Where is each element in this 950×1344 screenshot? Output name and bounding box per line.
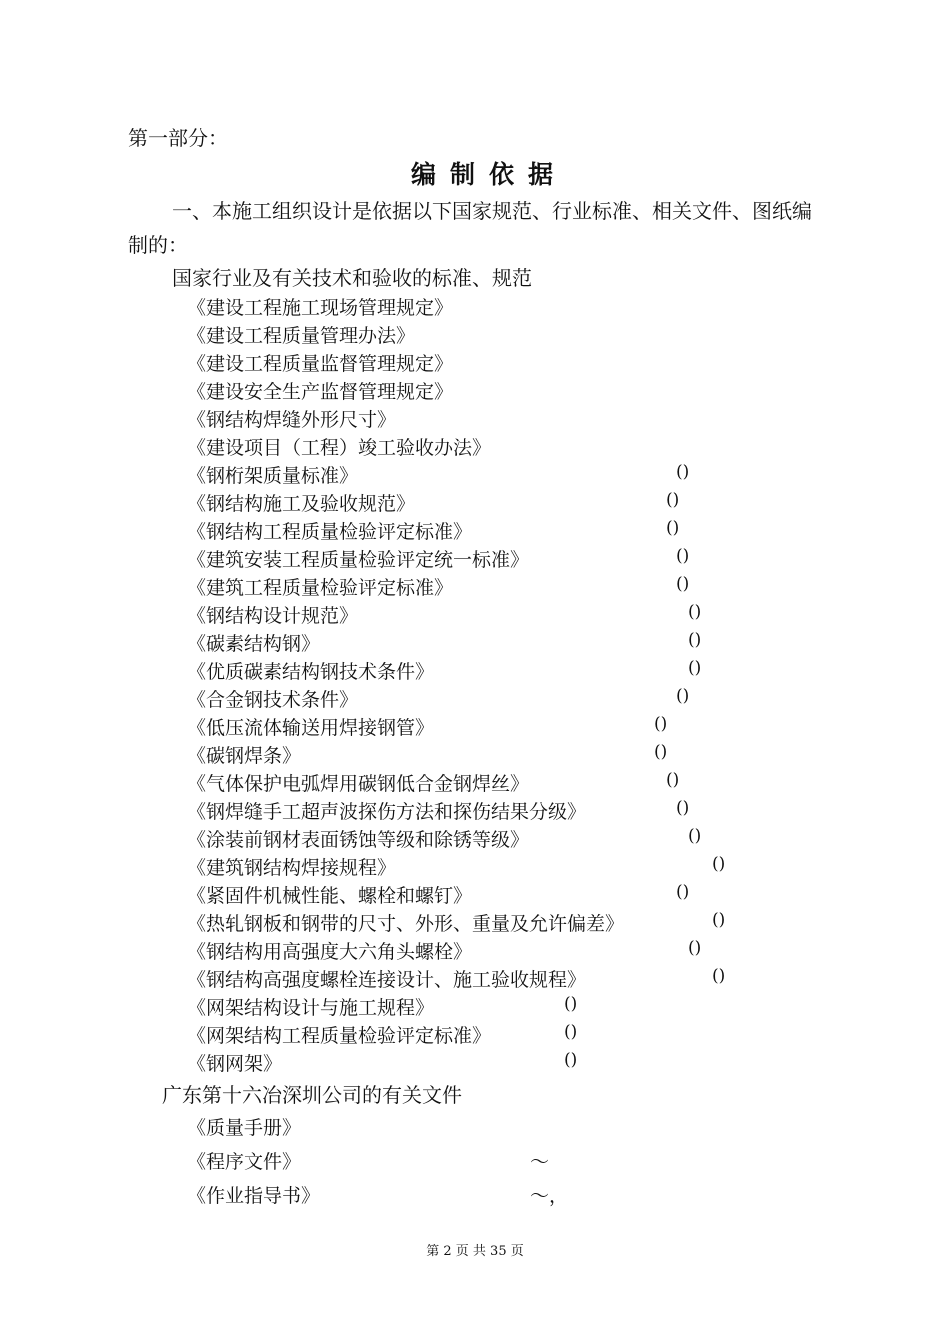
standard-item-code: () <box>676 574 690 594</box>
standard-item-name: 《钢焊缝手工超声波探伤方法和探伤结果分级》 <box>187 801 587 823</box>
intro-line-2: 制的： <box>128 233 188 257</box>
standard-item-name: 《建设项目（工程）竣工验收办法》 <box>187 437 492 459</box>
standard-item-code: () <box>688 826 702 846</box>
standard-item-code: () <box>666 518 680 538</box>
standard-item-name: 《建设工程质量监督管理规定》 <box>187 353 454 375</box>
company-doc-name: 《程序文件》 <box>187 1151 302 1173</box>
standard-item-code: () <box>676 546 690 566</box>
standard-item-name: 《钢结构用高强度大六角头螺栓》 <box>187 941 473 963</box>
company-doc-suffix: ～ <box>530 1151 550 1173</box>
standard-item-code: () <box>688 630 702 650</box>
standard-item-name: 《优质碳素结构钢技术条件》 <box>187 661 435 683</box>
standard-item-name: 《气体保护电弧焊用碳钢低合金钢焊丝》 <box>187 773 530 795</box>
company-doc-suffix: ～， <box>530 1185 569 1207</box>
page-title: 编制依据 <box>410 160 567 189</box>
standard-item-code: () <box>676 882 690 902</box>
standard-item-code: () <box>654 714 668 734</box>
standard-item-name: 《涂装前钢材表面锈蚀等级和除锈等级》 <box>187 829 530 851</box>
standard-item-name: 《钢结构高强度螺栓连接设计、施工验收规程》 <box>187 969 587 991</box>
standard-item-code: () <box>688 602 702 622</box>
standard-item-name: 《紧固件机械性能、螺栓和螺钉》 <box>187 885 473 907</box>
standard-item-name: 《网架结构设计与施工规程》 <box>187 997 435 1019</box>
standard-item-code: () <box>676 686 690 706</box>
standard-item-name: 《钢结构焊缝外形尺寸》 <box>187 409 397 431</box>
standard-item-code: () <box>654 742 668 762</box>
standard-item-name: 《建设安全生产监督管理规定》 <box>187 381 454 403</box>
standard-item-name: 《钢网架》 <box>187 1053 283 1075</box>
standard-item-name: 《低压流体输送用焊接钢管》 <box>187 717 435 739</box>
standard-item-name: 《热轧钢板和钢带的尺寸、外形、重量及允许偏差》 <box>187 913 625 935</box>
standard-item-name: 《建设工程质量管理办法》 <box>187 325 416 347</box>
intro-line-1: 一、本施工组织设计是依据以下国家规范、行业标准、相关文件、图纸编 <box>172 199 812 223</box>
standard-item-code: () <box>564 994 578 1014</box>
standard-item-name: 《碳素结构钢》 <box>187 633 321 655</box>
standard-item-name: 《钢结构设计规范》 <box>187 605 359 627</box>
standard-item-code: () <box>666 490 680 510</box>
company-doc-name: 《质量手册》 <box>187 1117 302 1139</box>
standard-item-code: () <box>676 798 690 818</box>
standard-item-name: 《钢桁架质量标准》 <box>187 465 359 487</box>
page-footer: 第 2 页 共 35 页 <box>426 1244 524 1259</box>
standard-item-name: 《网架结构工程质量检验评定标准》 <box>187 1025 492 1047</box>
standard-item-name: 《建设工程施工现场管理规定》 <box>187 297 454 319</box>
standard-item-code: () <box>712 966 726 986</box>
standard-item-code: () <box>688 938 702 958</box>
standard-item-code: () <box>712 910 726 930</box>
standard-item-code: () <box>564 1050 578 1070</box>
standard-item-code: () <box>564 1022 578 1042</box>
standard-item-name: 《建筑工程质量检验评定标准》 <box>187 577 454 599</box>
standards-heading: 国家行业及有关技术和验收的标准、规范 <box>172 266 532 290</box>
standard-item-code: () <box>712 854 726 874</box>
company-doc-name: 《作业指导书》 <box>187 1185 321 1207</box>
standard-item-name: 《钢结构施工及验收规范》 <box>187 493 416 515</box>
standard-item-name: 《建筑钢结构焊接规程》 <box>187 857 397 879</box>
standard-item-code: () <box>666 770 680 790</box>
company-docs-heading: 广东第十六冶深圳公司的有关文件 <box>162 1083 462 1107</box>
standard-item-code: () <box>676 462 690 482</box>
standard-item-code: () <box>688 658 702 678</box>
section-label: 第一部分： <box>128 126 228 150</box>
standard-item-name: 《合金钢技术条件》 <box>187 689 359 711</box>
standard-item-name: 《钢结构工程质量检验评定标准》 <box>187 521 473 543</box>
standard-item-name: 《碳钢焊条》 <box>187 745 302 767</box>
standard-item-name: 《建筑安装工程质量检验评定统一标准》 <box>187 549 530 571</box>
